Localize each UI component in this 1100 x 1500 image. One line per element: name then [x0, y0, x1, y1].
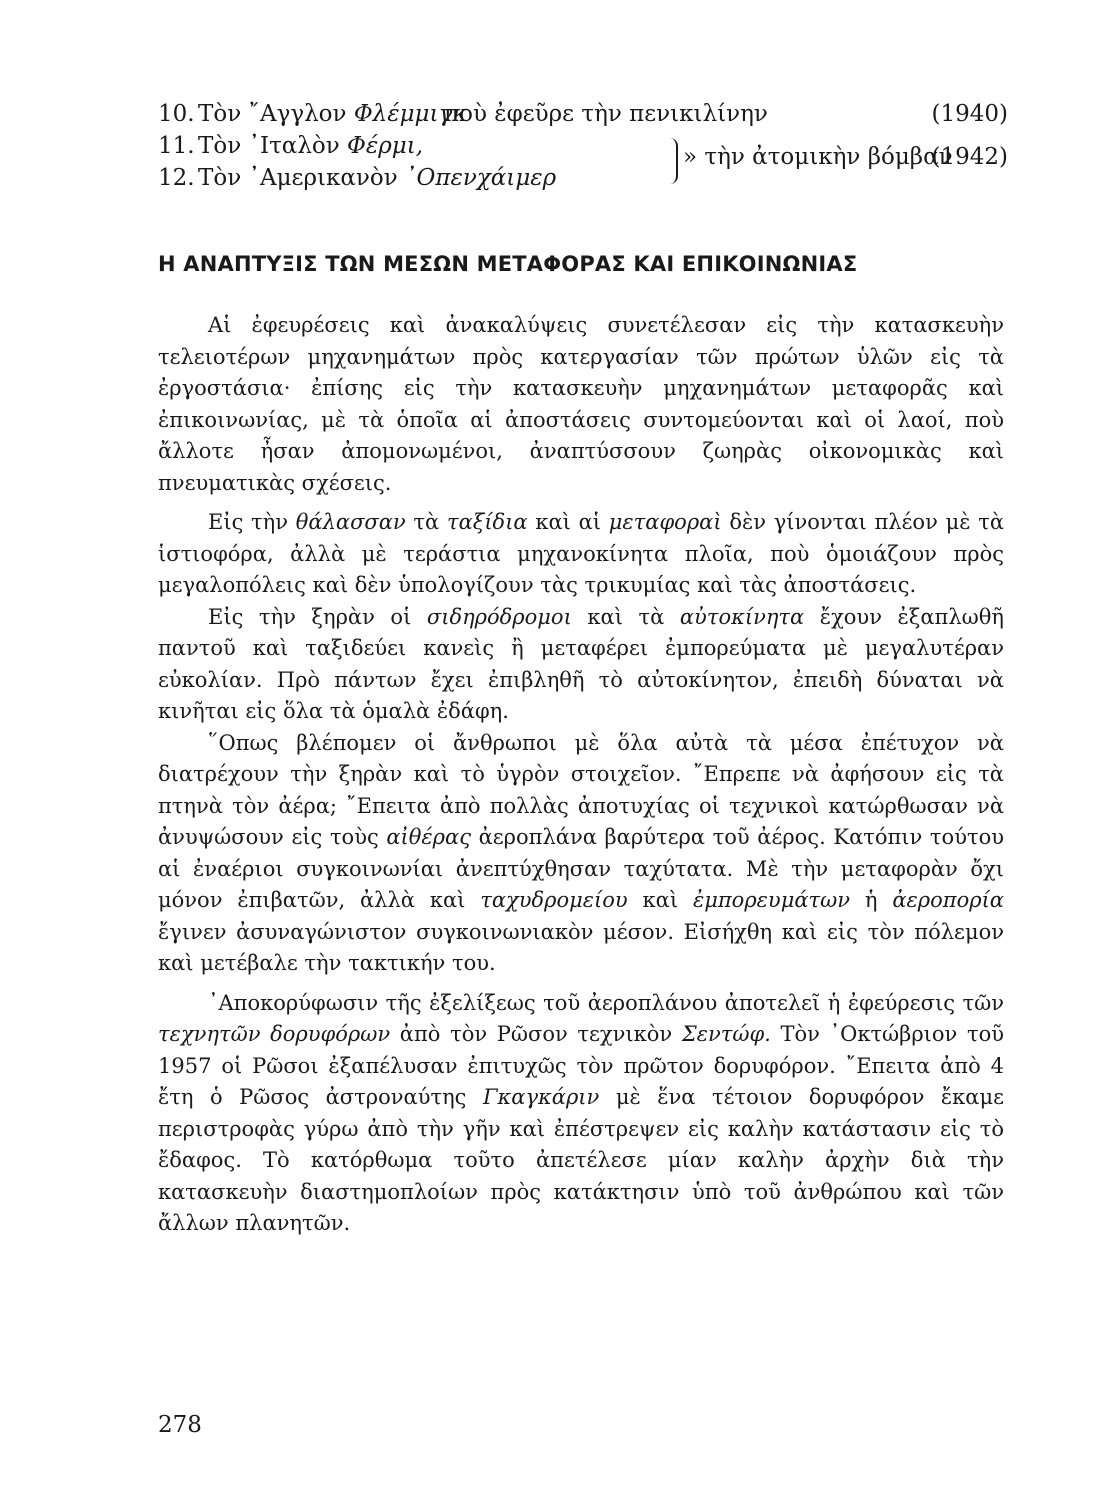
italic-term: ταξίδια	[446, 510, 528, 534]
inventor-number: 12.	[158, 165, 195, 191]
inventor-row-10	[158, 98, 1008, 130]
italic-term: ταχυδρομείου	[480, 888, 628, 912]
italic-term: μεταφοραὶ	[608, 510, 722, 534]
text-run: ἡ	[850, 888, 893, 912]
text-run: ῞Οπως βλέπομεν οἱ ἄνθρωποι μὲ ὅλα αὐτὰ τὰ μέσα ἐπέτυχον νὰ διατρέχουν τὴν ξηρὰν καὶ τὸ ὑγρὸν στοιχεῖον. ῎Επρεπε νὰ ἀφήσουν εἰς τὰ πτηνὰ τὸν ἀέρα; ῎Επειτα ἀπὸ πολλὰς ἀποτυχίας οἱ τεχνικοὶ κατώρθωσαν νὰ ἀνυψώσουν εἰς τοὺς	[158, 730, 1004, 849]
text-run: μὲ ἕνα τέτοιον δορυφόρον ἔκαμε περιστροφὰς γύρω ἀπὸ τὴν γῆν καὶ ἐπέστρεψεν εἰς καλὴν κατάστασιν εἰς τὸ ἔδαφος. Τὸ κατόρθωμα τοῦτο ἀπετέλεσε μίαν καλὴν ἀρχὴν διὰ τὴν κατασκευὴν διαστημοπλοίων πρὸς κατάκτησιν ὑπὸ τοῦ ἀνθρώπου καὶ τῶν ἄλλων πλανητῶν.	[158, 1085, 1004, 1235]
paragraph-1: Αἱ ἐφευρέσεις καὶ ἀνακαλύψεις συνετέλεσαν εἰς τὴν κατασκευὴν τελειοτέρων μηχανημάτων πρὸς κατεργασίαν τῶν πρώτων ὑλῶν εἰς τὰ ἐργοστάσια· ἐπίσης εἰς τὴν κατασκευὴν μηχανημάτων μεταφορᾶς καὶ ἐπικοινωνίας, μὲ τὰ ὁποῖα αἱ ἀποστάσεις συντομεύονται καὶ οἱ λαοί, ποὺ ἄλλοτε ἦσαν ἀπομονωμένοι, ἀναπτύσσουν ζωηρὰς οἰκονομικὰς καὶ πνευματικὰς σχέσεις.	[158, 313, 1004, 495]
inventor-name	[198, 98, 467, 130]
italic-term: σιδηρόδρομοι	[426, 604, 572, 629]
italic-term: Γκαγκάριν	[482, 1085, 600, 1109]
page-number: 278	[158, 1412, 202, 1438]
inventor-name-italic: Φέρμι,	[347, 133, 424, 159]
paragraph-4	[158, 728, 1004, 980]
section-title: Η ΑΝΑΠΤΥΞΙΣ ΤΩΝ ΜΕΣΩΝ ΜΕΤΑΦΟΡΑΣ ΚΑΙ ΕΠΙΚΟΙΝΩΝΙΑΣ	[158, 252, 858, 276]
inventor-name-prefix: Τὸν ᾽Αμερικανὸν	[198, 165, 406, 191]
text-run: Εἰς τὴν ξηρὰν οἱ	[208, 604, 427, 629]
paragraph-3	[158, 602, 1004, 728]
inventor-number: 10.	[158, 101, 195, 127]
text-run: Εἰς τὴν	[208, 510, 296, 534]
text-run: καὶ τὰ	[571, 604, 680, 629]
text-run: ᾽Αποκορύφωσιν τῆς ἐξελίξεως τοῦ ἀεροπλάνου ἀποτελεῖ ἡ ἐφεύρεσις τῶν	[208, 990, 1004, 1015]
text-run: καὶ αἱ	[527, 510, 609, 534]
inventor-year: (1940)	[931, 101, 1008, 127]
inventor-name	[198, 162, 556, 194]
body-text	[158, 310, 1004, 1240]
text-run: τὰ	[405, 510, 447, 534]
inventor-name-prefix: Τὸν ᾽Ιταλὸν	[198, 133, 348, 159]
text-run: Τὸν ᾽Οκτώβριον τοῦ 1957 οἱ Ρῶσοι ἐξαπέλυσαν ἐπιτυχῶς τὸν πρῶτον δορυφόρον. ῎Επειτα ἀπὸ 4 ἔτη ὁ Ρῶσος ἀστροναύτης	[158, 1022, 1004, 1109]
italic-term: ἀεροπορία	[892, 888, 1004, 912]
inventor-group-year: (1942)	[931, 144, 1008, 170]
inventors-list	[158, 98, 1008, 194]
italic-term: τεχνητῶν δορυφόρων	[158, 1022, 391, 1046]
text-run: ἀεροπλάνα βαρύτερα τοῦ ἀέρος. Κατόπιν τούτου αἱ ἐναέριοι συγκοινωνίαι ἀνεπτύχθησαν ταχύτατα. Μὲ τὴν μεταφορὰν ὄχι μόνον ἐπιβατῶν, ἀλλὰ καὶ	[158, 825, 1004, 912]
italic-term: αἰθέρας	[386, 825, 471, 849]
inventor-group-discovery: » τὴν ἀτομικὴν βόμβαν	[683, 144, 953, 170]
italic-term: θάλασσαν	[295, 510, 406, 534]
italic-term: Σεντώφ.	[681, 1022, 771, 1046]
italic-term: ἐμπορευμάτων	[692, 888, 851, 912]
paragraph-2	[158, 507, 1004, 602]
inventor-name-prefix: Τὸν ῎Αγγλον	[198, 101, 354, 127]
grouping-brace	[668, 138, 678, 184]
text-run: δὲν γίνονται πλέον μὲ τὰ ἱστιοφόρα, ἀλλὰ μὲ τεράστια μηχανοκίνητα πλοῖα, ποὺ ὁμοιάζουν πρὸς μεγαλοπόλεις καὶ δὲν ὑπολογίζουν τὰς τρικυμίας καὶ τὰς ἀποστάσεις.	[158, 510, 1005, 597]
text-run: ἔγινεν ἀσυναγώνιστον συγκοινωνιακὸν μέσον. Εἰσήχθη καὶ εἰς τὸν πόλεμον καὶ μετέβαλε τὴν τακτικήν του.	[158, 919, 1004, 975]
inventor-name-italic: Φλέμμιγκ	[353, 101, 468, 127]
inventor-name-italic: ᾽Οπενχάιμερ	[405, 165, 557, 191]
text-run: ἀπὸ τὸν Ρῶσον τεχνικὸν	[390, 1022, 682, 1046]
paragraph-5	[158, 988, 1004, 1240]
text-run: καὶ	[627, 888, 693, 912]
inventor-name	[198, 130, 423, 162]
italic-term: αὐτοκίνητα	[679, 604, 805, 629]
inventor-number: 11.	[158, 133, 195, 159]
text-run: ἔχουν ἐξαπλωθῆ παντοῦ καὶ ταξιδεύει κανεὶς ἢ μεταφέρει ἐμπορεύματα μὲ μεγαλυτέραν εὐκολίαν. Πρὸ πάντων ἔχει ἐπιβληθῆ τὸ αὐτοκίνητον, ἐπειδὴ δύναται νὰ κινῆται εἰς ὅλα τὰ ὁμαλὰ ἐδάφη.	[158, 604, 1005, 723]
inventor-discovery: ποὺ ἐφεῦρε τὴν πενικιλίνην	[444, 101, 768, 127]
